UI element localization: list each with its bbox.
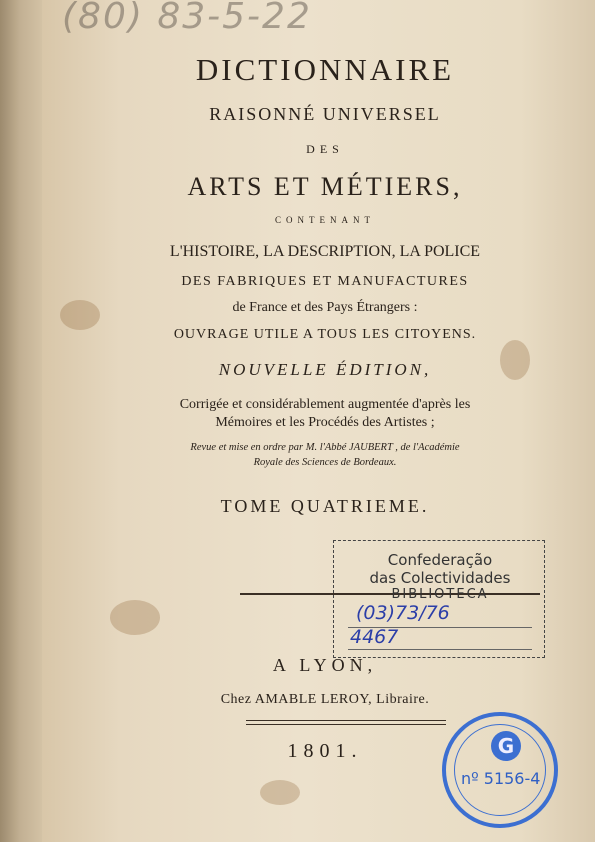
edition-revised — [95, 440, 555, 470]
imprint-rule — [246, 720, 446, 721]
edition-revised-line2: Royale des Sciences de Bordeaux. — [253, 457, 397, 468]
contents-histoire: L'HISTOIRE, LA DESCRIPTION, LA POLICE — [169, 243, 481, 260]
round-stamp-letter: G — [491, 731, 521, 761]
imprint-year: 1801. — [287, 740, 363, 762]
handwritten-note: (80) 83-5-22 — [62, 0, 312, 37]
round-library-stamp — [442, 712, 558, 828]
edition-corrected — [95, 396, 555, 432]
contents-fabriques: DES FABRIQUES ET MANUFACTURES — [181, 274, 469, 289]
library-stamp-line3: BIBLIOTECA — [391, 587, 489, 602]
contents-france: de France et des Pays Étrangers : — [232, 300, 418, 315]
edition-corrected-line2: Mémoires et les Procédés des Artistes ; — [215, 415, 435, 430]
stamp-rule — [348, 649, 532, 650]
edition-corrected-line1: Corrigée et considérablement augmentée d'après les — [179, 397, 471, 412]
title-des: DES — [306, 142, 344, 156]
title-dictionnaire: DICTIONNAIRE — [195, 52, 455, 87]
edition-revised-line1: Revue et mise en ordre par M. l'Abbé JAUBERT , de l'Académie — [190, 442, 460, 453]
accession-number-handwritten: 4467 — [350, 626, 399, 648]
imprint-city: A LYON, — [272, 655, 378, 675]
title-arts-et-metiers: ARTS ET MÉTIERS, — [187, 172, 463, 201]
imprint-publisher: Chez AMABLE LEROY, Libraire. — [220, 692, 430, 707]
imprint-rule — [246, 724, 446, 725]
foxing-stain — [110, 600, 160, 635]
title-raisonne-universel: RAISONNÉ UNIVERSEL — [209, 104, 441, 124]
edition-label: NOUVELLE ÉDITION, — [218, 360, 432, 379]
book-gutter — [0, 0, 42, 842]
library-stamp-line2: das Colectividades — [369, 569, 511, 587]
round-stamp-inner-ring — [454, 724, 546, 816]
volume-label: TOME QUATRIEME. — [220, 496, 430, 516]
round-stamp-number: nº 5156-4 — [461, 769, 541, 788]
library-stamp-line1: Confederação — [387, 551, 493, 569]
shelfmark-handwritten: (03)73/76 — [356, 602, 450, 624]
contenant-label: CONTENANT — [275, 215, 375, 225]
contents-ouvrage: OUVRAGE UTILE A TOUS LES CITOYENS. — [173, 327, 477, 342]
foxing-stain — [260, 780, 300, 805]
foxing-stain — [60, 300, 100, 330]
